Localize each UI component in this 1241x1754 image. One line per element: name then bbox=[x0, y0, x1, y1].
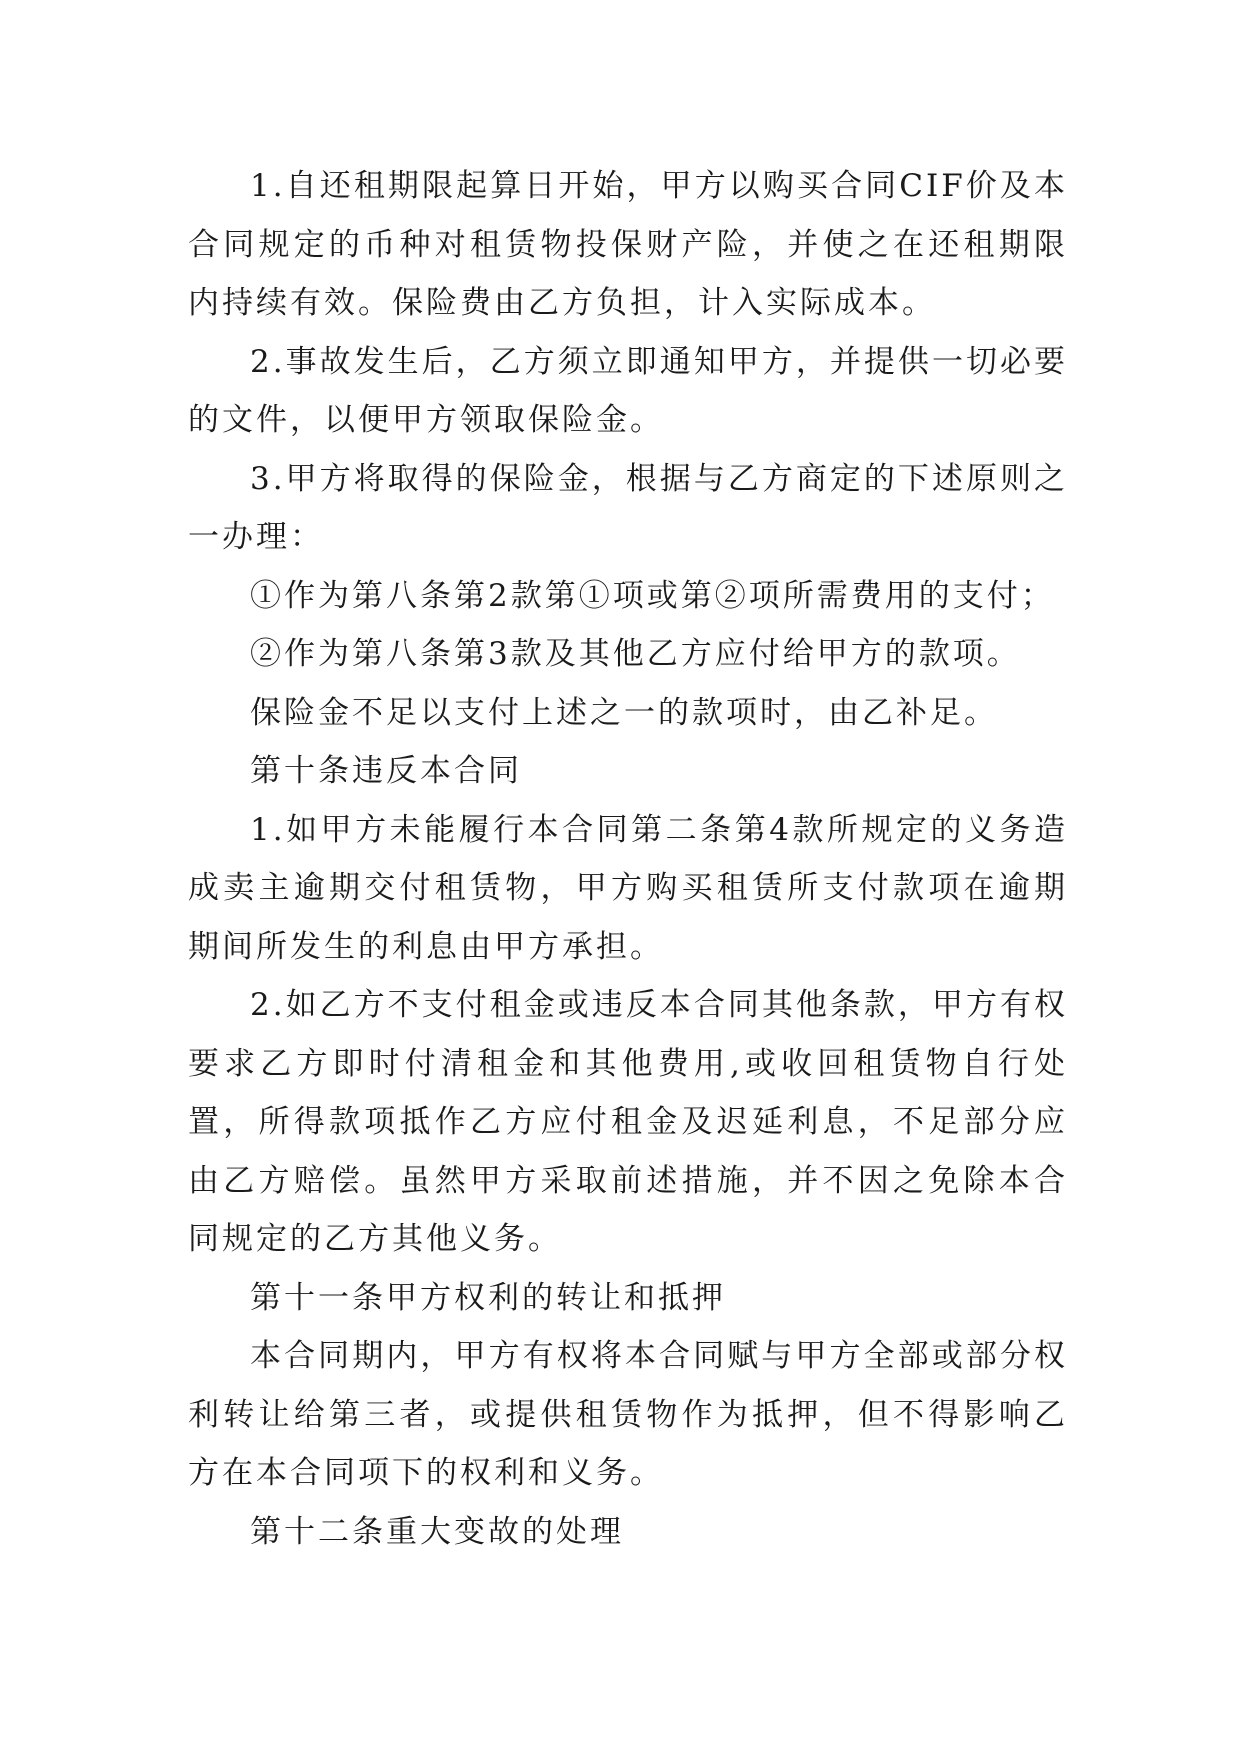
clause-insurance-3: 3.甲方将取得的保险金，根据与乙方商定的下述原则之一办理： bbox=[188, 460, 1068, 555]
article-10-heading: 第十条违反本合同 bbox=[250, 753, 522, 789]
article-11-body: 本合同期内，甲方有权将本合同赋与甲方全部或部分权利转让给第三者，或提供租赁物作为抵押，但不得影响乙方在本合同项下的权利和义务。 bbox=[188, 1338, 1068, 1491]
article-12-heading: 第十二条重大变故的处理 bbox=[250, 1513, 624, 1550]
document-body bbox=[188, 157, 1068, 1561]
clause-insurance-1: 1.自还租期限起算日开始，甲方以购买合同CIF价及本合同规定的币种对租赁物投保财产险，并使之在还租期限内持续有效。保险费由乙方负担，计入实际成本。 bbox=[188, 168, 1068, 321]
article-10-clause-1: 1.如甲方未能履行本合同第二条第4款所规定的义务造成卖主逾期交付租赁物，甲方购买租赁所支付款项在逾期期间所发生的利息由甲方承担。 bbox=[188, 811, 1068, 965]
article-11-heading: 第十一条甲方权利的转让和抵押 bbox=[250, 1279, 726, 1316]
clause-insurance-3-option-2: ②作为第八条第3款及其他乙方应付给甲方的款项。 bbox=[250, 636, 1021, 672]
article-10-clause-2: 2.如乙方不支付租金或违反本合同其他条款，甲方有权要求乙方即时付清租金和其他费用,或收回租赁物自行处置，所得款项抵作乙方应付租金及迟延利息，不足部分应由乙方赔偿。虽然甲方采取前述措施，并不因之免除本合同规定的乙方其他义务。 bbox=[188, 987, 1068, 1257]
clause-insurance-shortfall: 保险金不足以支付上述之一的款项时，由乙补足。 bbox=[250, 694, 998, 731]
clause-insurance-3-option-1: ①作为第八条第2款第①项或第②项所需费用的支付； bbox=[250, 577, 1055, 614]
clause-insurance-2: 2.事故发生后，乙方须立即通知甲方，并提供一切必要的文件，以便甲方领取保险金。 bbox=[188, 343, 1068, 438]
